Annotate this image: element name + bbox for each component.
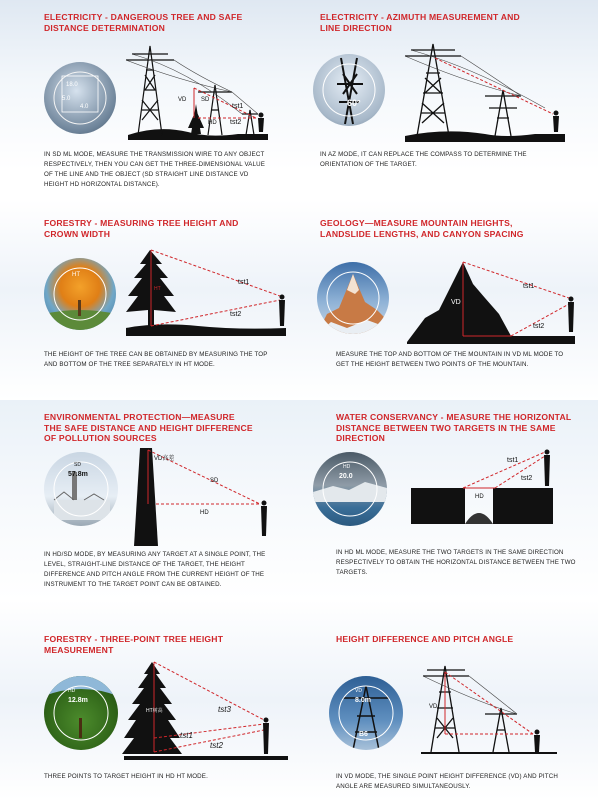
- label-tst3: tst3: [218, 705, 231, 714]
- lens-readout-1: 60°: [347, 98, 361, 108]
- pine-tree-illustration: [118, 660, 288, 760]
- label-tst2: tst2: [230, 311, 242, 318]
- label-hd: HD: [475, 494, 484, 500]
- section-electricity-azimuth: [299, 0, 598, 200]
- section-description: IN HD ML MODE, MEASURE THE TWO TARGETS IN THE SAME DIRECTION RESPECTIVELY TO OBTAIN THE HORIZONTAL DISTANCE BETWEEN THE TWO TARGETS.: [336, 549, 576, 576]
- mountain-illustration: [407, 252, 575, 344]
- transmission-tower-illustration: [118, 40, 278, 140]
- rangefinder-lens-image: [317, 262, 389, 334]
- label-tst1: tst1: [180, 731, 193, 740]
- rangefinder-lens-image: [44, 452, 118, 526]
- lens-readout-1: 18.0: [66, 82, 78, 88]
- section-description: IN HD/SD MODE, BY MEASURING ANY TARGET AT A SINGLE POINT, THE LEVEL, STRAIGHT-LINE DISTANCE OF THE TARGET, THE HEIGHT DIFFERENCE AND PITCH ANGLE FROM THE CURRENT HEIGHT OF THE INSTRUMENT TO THE TARGET POINT CAN BE OBTAINED.: [44, 551, 266, 588]
- rangefinder-lens-image: [313, 452, 387, 526]
- lens-readout-1: HD: [343, 464, 351, 470]
- rangefinder-lens-image: [44, 258, 116, 330]
- section-environmental-protection: [0, 400, 299, 600]
- section-title: FORESTRY - MEASURING TREE HEIGHT AND CROWN WIDTH: [44, 218, 239, 239]
- lens-readout-1: VD: [355, 688, 362, 694]
- label-tst1: tst1: [507, 457, 519, 464]
- section-forestry-tree-height: [0, 200, 299, 400]
- transmission-tower-illustration: [395, 38, 575, 142]
- label-vd: VD: [178, 97, 187, 103]
- rangefinder-lens-image: [44, 62, 116, 134]
- label-sd: SD: [210, 478, 219, 484]
- lens-readout-1: HD: [68, 688, 76, 694]
- label-vd: VD: [451, 299, 461, 306]
- rangefinder-lens-image: [329, 676, 403, 750]
- section-title: HEIGHT DIFFERENCE AND PITCH ANGLE: [336, 634, 514, 644]
- lens-readout-3: B6: [359, 731, 368, 738]
- rangefinder-lens-image: [44, 676, 118, 750]
- label-hd: HD: [200, 510, 209, 516]
- label-sd: SD: [201, 97, 210, 103]
- section-description: IN VD MODE, THE SINGLE POINT HEIGHT DIFFERENCE (VD) AND PITCH ANGLE ARE MEASURED SIMULTANEOUSLY.: [336, 773, 558, 790]
- section-geology-mountain: [299, 200, 598, 400]
- lens-readout-2: 8.0m: [355, 697, 371, 704]
- section-description: IN SD ML MODE, MEASURE THE TRANSMISSION WIRE TO ANY OBJECT RESPECTIVELY, THEN YOU CAN GET THE THREE-DIMENSIONAL VALUE OF THE LINE AND THE OBJECT (SD STRAIGHT LINE DISTANCE VD HEIGHT HD HORIZONTAL DISTANCE).: [44, 151, 266, 188]
- section-description: IN AZ MODE, IT CAN REPLACE THE COMPASS TO DETERMINE THE ORIENTATION OF THE TARGET.: [320, 151, 527, 168]
- section-height-difference: [299, 600, 598, 800]
- label-tst1: tst1: [523, 283, 535, 290]
- chimney-illustration: [126, 446, 286, 546]
- section-forestry-three-point: [0, 600, 299, 800]
- label-tst2: tst2: [521, 475, 533, 482]
- section-description: THE HEIGHT OF THE TREE CAN BE OBTAINED BY MEASURING THE TOP AND BOTTOM OF THE TREE SEPARATELY IN HT MODE.: [44, 351, 268, 368]
- section-title: WATER CONSERVANCY - MEASURE THE HORIZONTAL DISTANCE BETWEEN TWO TARGETS IN THE SAME DIRECTION: [336, 412, 572, 443]
- section-description: THREE POINTS TO TARGET HEIGHT IN HD HT MODE.: [44, 773, 208, 780]
- label-tst1: tst1: [238, 279, 250, 286]
- label-hd: HD: [208, 120, 217, 126]
- lens-readout-3: 4.0: [80, 104, 89, 110]
- tree-illustration: [118, 240, 288, 336]
- lens-readout-2: 5.0: [62, 96, 71, 102]
- section-title: FORESTRY - THREE-POINT TREE HEIGHT MEASUREMENT: [44, 634, 224, 655]
- section-water-conservancy: [299, 400, 598, 600]
- river-bank-illustration: [407, 440, 557, 526]
- label-tst1: tst1: [232, 103, 244, 110]
- label-tst2: tst2: [230, 119, 242, 126]
- label-ht: HT: [154, 286, 161, 292]
- lens-readout-2: 20.0: [339, 473, 353, 480]
- label-ht: HT树高: [146, 708, 163, 714]
- section-description: MEASURE THE TOP AND BOTTOM OF THE MOUNTAIN IN VD ML MODE TO GET THE HEIGHT BETWEEN TWO POINTS OF THE MOUNTAIN.: [336, 351, 564, 368]
- section-title: GEOLOGY—MEASURE MOUNTAIN HEIGHTS, LANDSLIDE LENGTHS, AND CANYON SPACING: [320, 218, 524, 239]
- lens-readout-2: 57.8m: [68, 471, 88, 478]
- label-tst2: tst2: [210, 741, 223, 750]
- section-title: ENVIRONMENTAL PROTECTION—MEASURE THE SAFE DISTANCE AND HEIGHT DIFFERENCE OF POLLUTION SOURCES: [44, 412, 253, 443]
- section-title: ELECTRICITY - AZIMUTH MEASUREMENT AND LINE DIRECTION: [320, 12, 520, 33]
- section-electricity-safe-distance: [0, 0, 299, 200]
- lens-readout-2: 12.8m: [68, 697, 88, 704]
- label-vd: VD高差: [154, 456, 175, 462]
- label-vd: VD: [429, 704, 438, 710]
- rangefinder-lens-image: [313, 54, 385, 126]
- lens-readout-1: HT: [72, 272, 80, 278]
- tower-pitch-illustration: [417, 658, 557, 754]
- section-title: ELECTRICITY - DANGEROUS TREE AND SAFE DISTANCE DETERMINATION: [44, 12, 243, 33]
- label-tst2: tst2: [533, 323, 545, 330]
- lens-readout-1: SD: [74, 462, 81, 468]
